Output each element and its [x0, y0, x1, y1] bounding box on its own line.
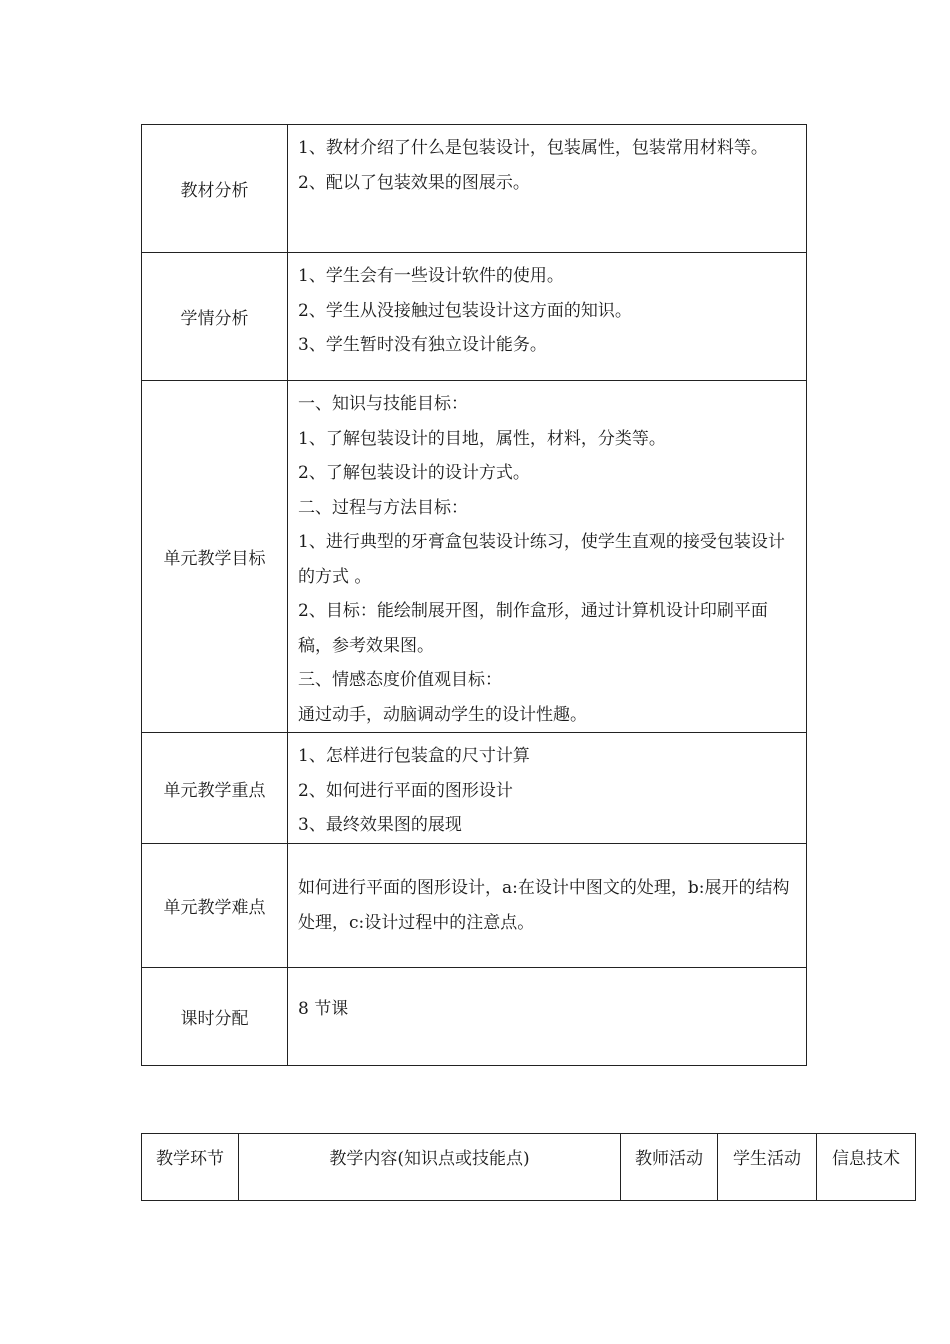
column-header: 信息技术 [817, 1134, 916, 1201]
content-line: 3、最终效果图的展现 [298, 815, 462, 835]
table-header-row [142, 1134, 916, 1201]
table-row [142, 844, 807, 968]
row-content [288, 844, 807, 968]
row-label: 学情分析 [142, 253, 288, 381]
column-header: 教学环节 [142, 1134, 239, 1201]
content-line: 3、学生暂时没有独立设计能务。 [298, 335, 547, 355]
content-line: 1、了解包装设计的目地，属性，材料，分类等。 [298, 428, 666, 449]
content-line: 二、过程与方法目标： [298, 497, 468, 518]
content-line: 1、进行典型的牙膏盒包装设计练习，使学生直观的接受包装设计的方式 。 [298, 532, 785, 587]
row-content [288, 733, 807, 844]
content-line: 1、怎样进行包装盒的尺寸计算 [298, 746, 530, 766]
lesson-header-table [141, 1133, 916, 1201]
column-header: 学生活动 [718, 1134, 817, 1201]
unit-plan-table [141, 124, 807, 1066]
content-line: 2、配以了包装效果的图展示。 [298, 172, 530, 193]
content-line: 一、知识与技能目标： [298, 394, 468, 414]
row-label: 单元教学难点 [142, 844, 288, 968]
table-row [142, 968, 807, 1066]
row-content [288, 253, 807, 381]
content-line: 2、如何进行平面的图形设计 [298, 780, 513, 801]
row-label: 课时分配 [142, 968, 288, 1066]
column-header: 教学内容(知识点或技能点) [239, 1134, 621, 1201]
content-line: 如何进行平面的图形设计，a:在设计中图文的处理，b:展开的结构处理，c:设计过程中的注意点。 [298, 878, 790, 933]
table-row [142, 381, 807, 733]
column-header: 教师活动 [621, 1134, 718, 1201]
content-line: 三、情感态度价值观目标： [298, 670, 502, 690]
table-row [142, 253, 807, 381]
row-content [288, 125, 807, 253]
content-line: 2、学生从没接触过包装设计这方面的知识。 [298, 300, 632, 321]
content-line: 2、了解包装设计的设计方式。 [298, 463, 530, 483]
content-line: 2、目标：能绘制展开图，制作盒形，通过计算机设计印刷平面稿，参考效果图。 [298, 601, 768, 656]
content-line: 1、学生会有一些设计软件的使用。 [298, 266, 564, 286]
table-row [142, 733, 807, 844]
table-row [142, 125, 807, 253]
row-content [288, 968, 807, 1066]
row-label: 单元教学目标 [142, 381, 288, 733]
row-label: 单元教学重点 [142, 733, 288, 844]
row-content [288, 381, 807, 733]
row-label: 教材分析 [142, 125, 288, 253]
content-line: 8 节课 [298, 999, 349, 1019]
content-line: 通过动手，动脑调动学生的设计性趣。 [298, 704, 587, 725]
content-line: 1、教材介绍了什么是包装设计，包装属性，包装常用材料等。 [298, 138, 768, 158]
